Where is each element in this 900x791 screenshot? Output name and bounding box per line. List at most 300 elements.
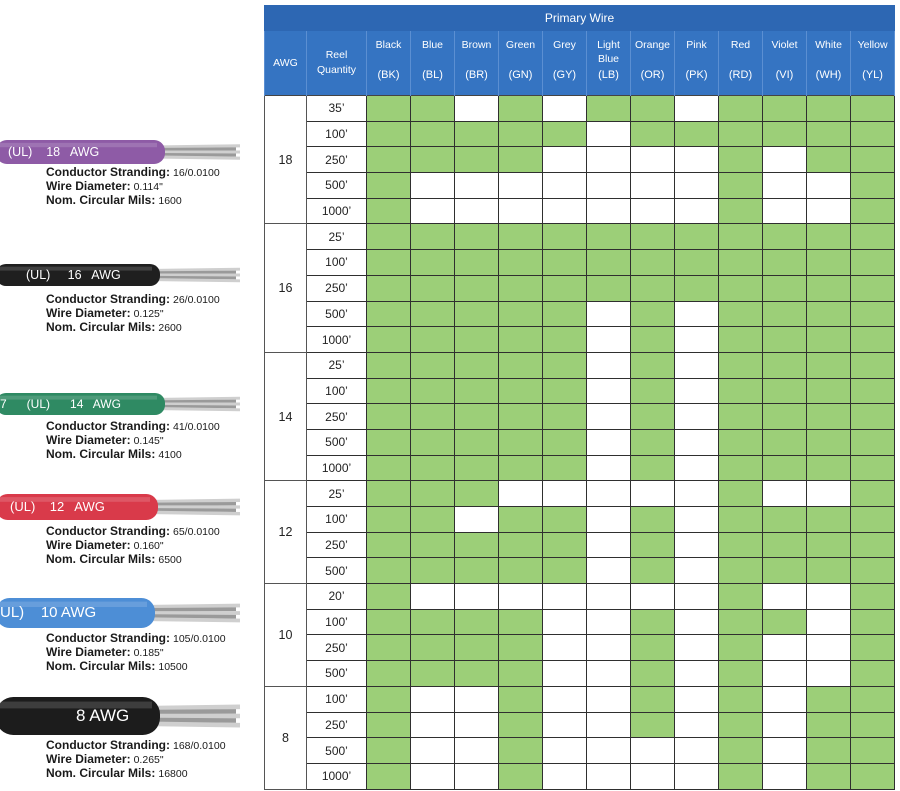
- availability-cell-available: [499, 558, 543, 584]
- availability-cell-available: [631, 378, 675, 404]
- availability-cell-available: [763, 327, 807, 353]
- color-name: Red: [730, 39, 751, 51]
- availability-cell-available: [367, 301, 411, 327]
- conductor-stranding-line: [46, 739, 226, 753]
- availability-cell-unavailable: [807, 661, 851, 687]
- primary-wire-table: [264, 5, 894, 790]
- availability-cell-available: [455, 301, 499, 327]
- availability-cell-unavailable: [675, 429, 719, 455]
- wire-sample-5: [0, 598, 262, 628]
- availability-cell-available: [851, 198, 895, 224]
- table-row: [265, 686, 895, 712]
- availability-cell-available: [851, 404, 895, 430]
- availability-cell-available: [719, 173, 763, 199]
- wire-sample-4: [0, 494, 262, 520]
- availability-cell-unavailable: [631, 738, 675, 764]
- availability-cell-available: [543, 301, 587, 327]
- availability-cell-available: [631, 352, 675, 378]
- availability-cell-available: [499, 609, 543, 635]
- availability-cell-available: [719, 404, 763, 430]
- availability-cell-unavailable: [587, 198, 631, 224]
- conductor-stranding-line: [46, 166, 220, 180]
- availability-cell-available: [411, 224, 455, 250]
- availability-cell-available: [807, 352, 851, 378]
- table-row: [265, 250, 895, 276]
- color-name: Green: [505, 39, 536, 51]
- awg-cell: 18: [265, 96, 307, 224]
- availability-cell-available: [411, 455, 455, 481]
- wire-sample-1: [0, 140, 262, 164]
- availability-cell-available: [367, 635, 411, 661]
- availability-cell-unavailable: [807, 481, 851, 507]
- availability-cell-unavailable: [543, 686, 587, 712]
- availability-cell-unavailable: [543, 96, 587, 122]
- availability-cell-available: [851, 635, 895, 661]
- availability-cell-available: [367, 121, 411, 147]
- availability-cell-available: [631, 455, 675, 481]
- availability-cell-available: [411, 609, 455, 635]
- table-row: [265, 507, 895, 533]
- availability-cell-available: [631, 404, 675, 430]
- nominal-circular-mils-line: [46, 767, 226, 781]
- availability-cell-available: [719, 609, 763, 635]
- availability-cell-available: [367, 198, 411, 224]
- availability-cell-available: [851, 173, 895, 199]
- availability-cell-unavailable: [631, 198, 675, 224]
- availability-cell-unavailable: [411, 173, 455, 199]
- availability-cell-unavailable: [587, 121, 631, 147]
- conductor-stranding-value: 105/0.0100: [172, 633, 226, 645]
- availability-cell-available: [543, 429, 587, 455]
- availability-cell-available: [455, 661, 499, 687]
- reel-quantity-cell: 500’: [307, 738, 367, 764]
- wire-diameter-value: 0.160": [133, 540, 164, 552]
- availability-cell-available: [367, 250, 411, 276]
- table-row: [265, 198, 895, 224]
- availability-cell-available: [719, 584, 763, 610]
- availability-cell-available: [719, 661, 763, 687]
- availability-cell-available: [367, 327, 411, 353]
- availability-cell-unavailable: [411, 763, 455, 789]
- availability-cell-unavailable: [587, 455, 631, 481]
- table-row: [265, 635, 895, 661]
- color-code: (GY): [552, 69, 577, 81]
- availability-cell-unavailable: [807, 584, 851, 610]
- availability-cell-available: [719, 198, 763, 224]
- availability-cell-unavailable: [675, 558, 719, 584]
- availability-cell-available: [367, 275, 411, 301]
- reel-quantity-cell: 25’: [307, 481, 367, 507]
- availability-cell-unavailable: [587, 763, 631, 789]
- availability-cell-unavailable: [763, 763, 807, 789]
- nominal-circular-mils-value: 4100: [158, 449, 182, 461]
- availability-cell-unavailable: [499, 584, 543, 610]
- color-column-header-gn: [499, 31, 543, 96]
- availability-cell-available: [631, 250, 675, 276]
- reel-quantity-column-header: Reel Quantity: [307, 31, 367, 96]
- availability-cell-available: [763, 609, 807, 635]
- availability-cell-available: [851, 121, 895, 147]
- table-row: [265, 609, 895, 635]
- conductor-stranding-value: 65/0.0100: [172, 526, 220, 538]
- availability-cell-available: [807, 558, 851, 584]
- availability-cell-unavailable: [587, 301, 631, 327]
- availability-cell-unavailable: [675, 173, 719, 199]
- availability-cell-available: [499, 378, 543, 404]
- availability-cell-unavailable: [587, 327, 631, 353]
- table-row: [265, 481, 895, 507]
- table-row: [265, 275, 895, 301]
- availability-cell-available: [411, 404, 455, 430]
- availability-cell-available: [763, 121, 807, 147]
- availability-cell-unavailable: [543, 481, 587, 507]
- availability-cell-available: [543, 121, 587, 147]
- nominal-circular-mils-label: Nom. Circular Mils:: [46, 659, 156, 673]
- availability-cell-available: [455, 250, 499, 276]
- availability-cell-available: [499, 404, 543, 430]
- availability-cell-available: [719, 147, 763, 173]
- color-code: (PK): [685, 69, 708, 81]
- availability-cell-available: [455, 635, 499, 661]
- availability-cell-unavailable: [587, 661, 631, 687]
- availability-cell-available: [719, 250, 763, 276]
- availability-cell-available: [455, 609, 499, 635]
- availability-cell-available: [807, 96, 851, 122]
- reel-quantity-cell: 1000’: [307, 763, 367, 789]
- availability-cell-unavailable: [631, 481, 675, 507]
- availability-cell-available: [499, 121, 543, 147]
- availability-cell-unavailable: [763, 738, 807, 764]
- nominal-circular-mils-line: [46, 448, 220, 462]
- availability-cell-available: [851, 558, 895, 584]
- availability-cell-unavailable: [763, 712, 807, 738]
- availability-cell-available: [543, 455, 587, 481]
- availability-cell-unavailable: [675, 327, 719, 353]
- color-code: (YL): [862, 69, 883, 81]
- color-column-header-or: [631, 31, 675, 96]
- availability-cell-unavailable: [411, 712, 455, 738]
- availability-cell-unavailable: [631, 173, 675, 199]
- conductor-stranding-value: 41/0.0100: [172, 421, 220, 433]
- nominal-circular-mils-label: Nom. Circular Mils:: [46, 447, 156, 461]
- availability-cell-unavailable: [543, 609, 587, 635]
- conductor-stranding-label: Conductor Stranding:: [46, 419, 170, 433]
- availability-cell-available: [499, 250, 543, 276]
- availability-cell-available: [455, 352, 499, 378]
- reel-quantity-cell: 500’: [307, 173, 367, 199]
- table-row: [265, 712, 895, 738]
- availability-cell-available: [499, 712, 543, 738]
- availability-cell-unavailable: [543, 763, 587, 789]
- availability-cell-unavailable: [587, 173, 631, 199]
- availability-cell-available: [807, 327, 851, 353]
- availability-cell-available: [631, 558, 675, 584]
- conductor-stranding-label: Conductor Stranding:: [46, 292, 170, 306]
- availability-cell-unavailable: [675, 584, 719, 610]
- availability-cell-unavailable: [499, 198, 543, 224]
- availability-cell-available: [367, 661, 411, 687]
- availability-cell-available: [851, 275, 895, 301]
- availability-cell-available: [587, 275, 631, 301]
- awg-cell: 12: [265, 481, 307, 584]
- nominal-circular-mils-value: 10500: [158, 661, 188, 673]
- availability-cell-available: [631, 121, 675, 147]
- availability-cell-available: [719, 481, 763, 507]
- availability-cell-available: [411, 96, 455, 122]
- nominal-circular-mils-line: [46, 194, 220, 208]
- availability-cell-available: [851, 686, 895, 712]
- availability-cell-available: [587, 250, 631, 276]
- availability-cell-available: [719, 352, 763, 378]
- reel-quantity-cell: 500’: [307, 429, 367, 455]
- availability-cell-available: [807, 224, 851, 250]
- color-code: (GN): [508, 69, 533, 81]
- color-name: Yellow: [857, 39, 888, 51]
- availability-cell-available: [411, 378, 455, 404]
- nominal-circular-mils-value: 1600: [158, 195, 182, 207]
- availability-cell-available: [499, 301, 543, 327]
- conductor-stranding-line: [46, 293, 220, 307]
- color-name: Orange: [634, 39, 671, 51]
- availability-cell-available: [367, 378, 411, 404]
- availability-cell-available: [499, 661, 543, 687]
- wire-jacket-print: 8 AWG: [76, 706, 130, 725]
- availability-cell-available: [631, 327, 675, 353]
- availability-cell-available: [807, 507, 851, 533]
- conductor-stranding-line: [46, 632, 226, 646]
- availability-cell-available: [455, 224, 499, 250]
- conductor-stranding-label: Conductor Stranding:: [46, 524, 170, 538]
- availability-cell-available: [367, 763, 411, 789]
- availability-cell-unavailable: [587, 712, 631, 738]
- availability-cell-available: [455, 121, 499, 147]
- wire-diameter-label: Wire Diameter:: [46, 433, 131, 447]
- wire-jacket-print: (UL) 16 AWG: [26, 268, 121, 282]
- table-row: [265, 429, 895, 455]
- wire-diameter-line: [46, 434, 220, 448]
- availability-cell-available: [719, 738, 763, 764]
- reel-quantity-cell: 1000’: [307, 327, 367, 353]
- table-row: [265, 352, 895, 378]
- availability-cell-available: [543, 532, 587, 558]
- availability-cell-unavailable: [807, 635, 851, 661]
- availability-cell-available: [499, 429, 543, 455]
- table-row: [265, 224, 895, 250]
- availability-cell-unavailable: [675, 609, 719, 635]
- availability-cell-available: [499, 96, 543, 122]
- availability-cell-available: [499, 763, 543, 789]
- availability-cell-available: [631, 686, 675, 712]
- color-code: (BK): [377, 69, 400, 81]
- availability-cell-available: [631, 275, 675, 301]
- availability-cell-available: [719, 96, 763, 122]
- availability-cell-available: [411, 481, 455, 507]
- availability-cell-available: [807, 686, 851, 712]
- conductor-stranding-label: Conductor Stranding:: [46, 631, 170, 645]
- availability-cell-available: [455, 147, 499, 173]
- awg-cell: 8: [265, 686, 307, 789]
- reel-quantity-cell: 1000’: [307, 198, 367, 224]
- availability-cell-available: [675, 275, 719, 301]
- availability-cell-available: [499, 738, 543, 764]
- availability-cell-available: [367, 429, 411, 455]
- availability-cell-available: [411, 532, 455, 558]
- color-code: (VI): [775, 69, 794, 81]
- awg-cell: 16: [265, 224, 307, 352]
- color-column-header-yl: [851, 31, 895, 96]
- availability-cell-available: [587, 96, 631, 122]
- availability-cell-available: [499, 532, 543, 558]
- availability-cell-unavailable: [763, 661, 807, 687]
- availability-cell-unavailable: [675, 455, 719, 481]
- table-row: [265, 121, 895, 147]
- availability-cell-unavailable: [675, 198, 719, 224]
- availability-cell-available: [499, 275, 543, 301]
- availability-cell-unavailable: [587, 532, 631, 558]
- table-row: [265, 96, 895, 122]
- reel-quantity-cell: 100’: [307, 609, 367, 635]
- availability-cell-unavailable: [675, 738, 719, 764]
- availability-cell-available: [367, 147, 411, 173]
- color-column-header-vi: [763, 31, 807, 96]
- availability-cell-available: [807, 455, 851, 481]
- availability-cell-available: [367, 507, 411, 533]
- availability-cell-available: [367, 404, 411, 430]
- availability-cell-available: [411, 275, 455, 301]
- nominal-circular-mils-line: [46, 321, 220, 335]
- availability-cell-available: [719, 558, 763, 584]
- availability-cell-available: [851, 429, 895, 455]
- table-row: [265, 532, 895, 558]
- availability-cell-unavailable: [587, 686, 631, 712]
- reel-quantity-cell: 250’: [307, 275, 367, 301]
- wire-diameter-value: 0.145": [133, 435, 164, 447]
- wire-diameter-label: Wire Diameter:: [46, 645, 131, 659]
- color-code: (OR): [640, 69, 665, 81]
- availability-cell-available: [719, 712, 763, 738]
- nominal-circular-mils-line: [46, 660, 226, 674]
- availability-cell-available: [631, 712, 675, 738]
- availability-cell-unavailable: [455, 173, 499, 199]
- availability-cell-available: [719, 763, 763, 789]
- availability-cell-available: [543, 250, 587, 276]
- availability-cell-available: [367, 96, 411, 122]
- availability-cell-available: [851, 763, 895, 789]
- availability-cell-available: [631, 224, 675, 250]
- wire-sample-6: [0, 697, 262, 735]
- table-row: [265, 455, 895, 481]
- wire-diameter-label: Wire Diameter:: [46, 752, 131, 766]
- color-code: (BL): [422, 69, 443, 81]
- availability-cell-available: [411, 121, 455, 147]
- wire-diameter-value: 0.185": [133, 647, 164, 659]
- table-row: [265, 558, 895, 584]
- availability-cell-available: [543, 352, 587, 378]
- table-row: [265, 378, 895, 404]
- availability-cell-available: [719, 224, 763, 250]
- availability-cell-unavailable: [543, 712, 587, 738]
- wire-sample-2: [0, 264, 262, 286]
- availability-cell-unavailable: [763, 635, 807, 661]
- reel-quantity-cell: 250’: [307, 147, 367, 173]
- availability-cell-available: [763, 301, 807, 327]
- availability-cell-available: [411, 250, 455, 276]
- availability-cell-available: [719, 686, 763, 712]
- availability-cell-unavailable: [587, 404, 631, 430]
- wire-jacket-print: (UL) 18 AWG: [8, 145, 100, 159]
- wire-spec-block: [46, 632, 226, 674]
- reel-quantity-cell: 500’: [307, 661, 367, 687]
- availability-cell-unavailable: [675, 96, 719, 122]
- conductor-stranding-value: 26/0.0100: [172, 294, 220, 306]
- wire-jacket-print: 7 (UL) 14 AWG: [0, 397, 121, 411]
- availability-cell-unavailable: [455, 507, 499, 533]
- color-column-header-wh: [807, 31, 851, 96]
- availability-cell-available: [851, 96, 895, 122]
- availability-cell-available: [455, 455, 499, 481]
- color-name: Grey: [553, 39, 576, 51]
- availability-cell-available: [807, 429, 851, 455]
- availability-cell-unavailable: [763, 173, 807, 199]
- reel-quantity-cell: 250’: [307, 635, 367, 661]
- availability-cell-available: [719, 429, 763, 455]
- availability-cell-available: [807, 301, 851, 327]
- availability-cell-available: [499, 327, 543, 353]
- availability-cell-available: [499, 224, 543, 250]
- color-name: Black: [375, 39, 402, 51]
- availability-cell-available: [411, 327, 455, 353]
- availability-cell-unavailable: [455, 712, 499, 738]
- availability-cell-available: [411, 352, 455, 378]
- availability-cell-available: [587, 224, 631, 250]
- conductor-stranding-label: Conductor Stranding:: [46, 165, 170, 179]
- availability-cell-unavailable: [455, 763, 499, 789]
- reel-quantity-cell: 100’: [307, 378, 367, 404]
- availability-cell-available: [807, 275, 851, 301]
- availability-cell-available: [367, 455, 411, 481]
- availability-cell-available: [851, 481, 895, 507]
- nominal-circular-mils-value: 2600: [158, 322, 182, 334]
- availability-cell-available: [851, 609, 895, 635]
- color-code: (WH): [815, 69, 842, 81]
- availability-cell-available: [763, 378, 807, 404]
- availability-cell-unavailable: [543, 635, 587, 661]
- color-name: Blue: [421, 39, 443, 51]
- availability-cell-unavailable: [455, 198, 499, 224]
- nominal-circular-mils-value: 16800: [158, 768, 188, 780]
- availability-cell-unavailable: [499, 481, 543, 507]
- table-row: [265, 763, 895, 789]
- availability-cell-available: [763, 96, 807, 122]
- availability-cell-unavailable: [675, 507, 719, 533]
- wire-jacket-print: UL) 10 AWG: [0, 604, 97, 621]
- color-column-header-rd: [719, 31, 763, 96]
- availability-cell-available: [763, 250, 807, 276]
- availability-cell-available: [851, 147, 895, 173]
- availability-cell-available: [367, 532, 411, 558]
- availability-cell-unavailable: [675, 378, 719, 404]
- reel-quantity-cell: 500’: [307, 558, 367, 584]
- availability-cell-available: [543, 275, 587, 301]
- wire-diameter-line: [46, 753, 226, 767]
- wire-spec-block: [46, 166, 220, 208]
- availability-cell-available: [543, 404, 587, 430]
- availability-cell-available: [411, 301, 455, 327]
- wire-diameter-line: [46, 539, 220, 553]
- availability-cell-unavailable: [675, 635, 719, 661]
- wire-diameter-line: [46, 646, 226, 660]
- availability-cell-unavailable: [455, 738, 499, 764]
